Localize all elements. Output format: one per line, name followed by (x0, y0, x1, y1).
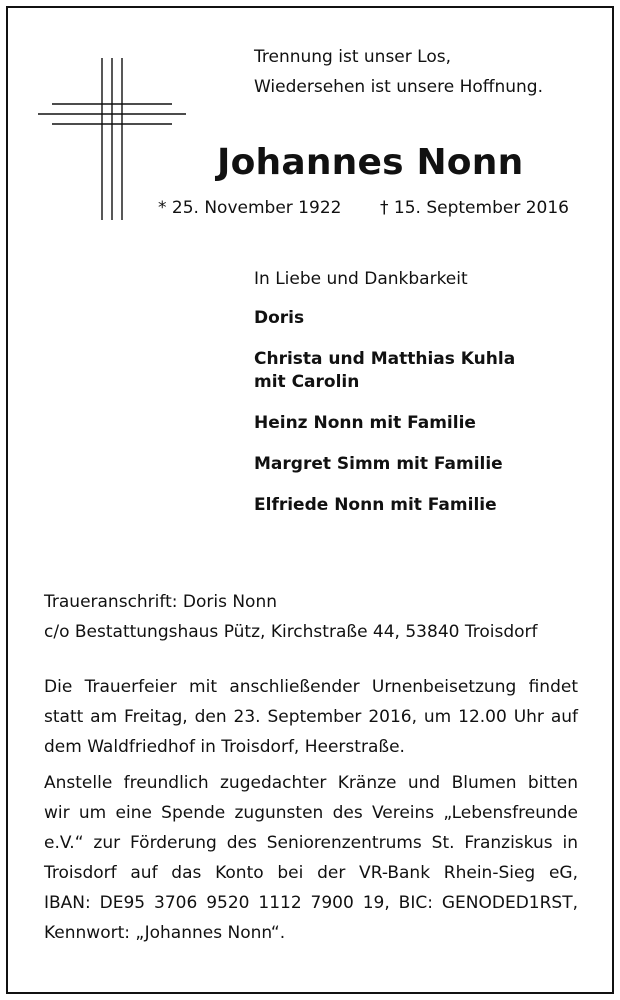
address-line: c/o Bestattungshaus Pütz, Kirchstraße 44, 53840 Troisdorf (44, 622, 538, 642)
paragraph-line: dem Waldfriedhof in Troisdorf, Heerstraße. (44, 737, 405, 757)
mourner-name: Doris (254, 308, 305, 328)
motto (254, 42, 543, 102)
mourner-entry (254, 348, 515, 394)
paragraph-line: statt am Freitag, den 23. September 2016, um 12.00 Uhr auf (44, 707, 578, 727)
birth-date: * 25. November 1922 (158, 198, 342, 218)
mourner-name: Margret Simm mit Familie (254, 454, 503, 474)
address-line: Traueranschrift: Doris Nonn (44, 592, 278, 612)
mourner-name: Christa und Matthias Kuhla (254, 349, 516, 369)
paragraph-line: Die Trauerfeier mit anschließender Urnenbeisetzung findet (44, 677, 578, 697)
mourning-address (44, 587, 538, 647)
funeral-paragraph (44, 672, 578, 762)
mourner-name: Elfriede Nonn mit Familie (254, 495, 497, 515)
mourner-name: mit Carolin (254, 372, 360, 392)
paragraph-line: Anstelle freundlich zugedachter Kränze und Blumen bitten (44, 773, 578, 793)
paragraph-line: IBAN: DE95 3706 9520 1112 7900 19, BIC: GENODED1RST, (44, 893, 578, 913)
mourner-name: Heinz Nonn mit Familie (254, 413, 476, 433)
paragraph-line: Troisdorf auf das Konto bei der VR-Bank Rhein-Sieg eG, (44, 863, 578, 883)
paragraph-line: wir um eine Spende zugunsten des Vereins „Lebensfreunde (44, 803, 578, 823)
mourner-entry (254, 453, 515, 476)
motto-line: Wiedersehen ist unsere Hoffnung. (254, 77, 543, 97)
paragraph-line: e.V.“ zur Förderung des Seniorenzentrums St. Franziskus in (44, 833, 578, 853)
mourners-intro: In Liebe und Dankbarkeit (254, 269, 468, 289)
notice-body (44, 672, 578, 954)
donation-paragraph (44, 768, 578, 948)
death-date: † 15. September 2016 (380, 198, 569, 218)
paragraph-line: Kennwort: „Johannes Nonn“. (44, 923, 286, 943)
line-cross-icon (38, 58, 186, 220)
deceased-name: Johannes Nonn (217, 142, 524, 183)
mourner-entry (254, 412, 515, 435)
mourner-entry (254, 494, 515, 517)
mourners-list (254, 268, 515, 535)
motto-line: Trennung ist unser Los, (254, 47, 451, 67)
mourner-entry (254, 307, 515, 330)
